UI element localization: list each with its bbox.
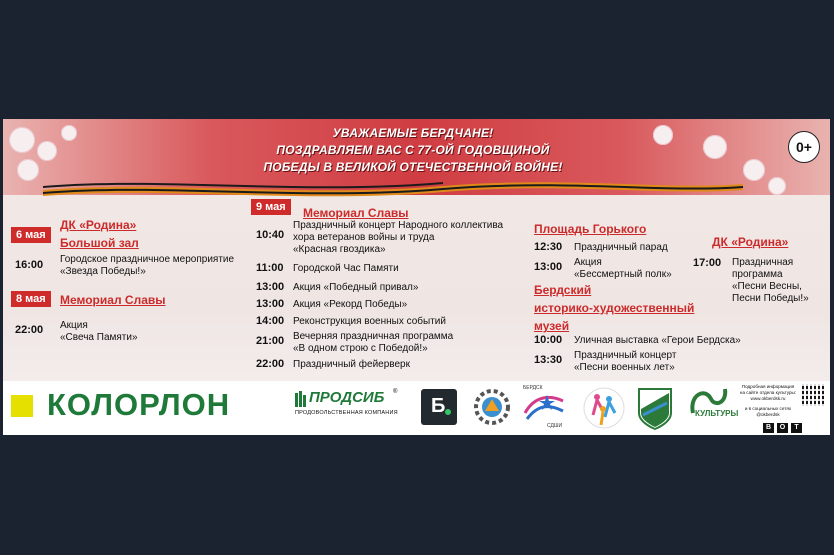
age-rating-badge: 0+ bbox=[788, 131, 820, 163]
event-desc-line: Городское праздничное мероприятие bbox=[60, 254, 235, 265]
kultura-logo bbox=[687, 385, 739, 431]
event-desc-line: «Песни Весны, bbox=[732, 281, 802, 292]
blossom-right-3 bbox=[743, 159, 765, 181]
event-desc-line: Праздничный концерт Народного коллектива bbox=[293, 220, 504, 231]
event-time: 12:30 bbox=[534, 241, 563, 253]
event-desc-line: Праздничная bbox=[732, 257, 794, 268]
event-desc-line: «Звезда Победы!» bbox=[60, 266, 146, 277]
blossom-left-1 bbox=[9, 127, 35, 153]
event-desc-line: Песни Победы!» bbox=[732, 293, 809, 304]
prodsib-subtitle: ПРОДОВОЛЬСТВЕННАЯ КОМПАНИЯ bbox=[295, 410, 398, 416]
dancing-figures-logo-icon bbox=[581, 385, 627, 431]
event-desc bbox=[574, 257, 672, 281]
info-text bbox=[737, 384, 799, 418]
b-logo bbox=[421, 389, 457, 425]
blossom-left-4 bbox=[61, 125, 77, 141]
event-desc: Городской Час Памяти bbox=[293, 263, 399, 274]
prodsib-reg-mark: ® bbox=[393, 389, 398, 395]
greeting-line-1: УВАЖАЕМЫЕ БЕРДЧАНЕ! bbox=[332, 126, 494, 140]
prodsib-mark-icon bbox=[295, 391, 307, 407]
venue-museum-line3: музей bbox=[534, 319, 570, 333]
blossom-right-4 bbox=[768, 177, 786, 195]
event-desc-line: программа bbox=[732, 269, 783, 280]
kolorlon-logo: КОЛОРЛОН bbox=[47, 387, 231, 422]
event-desc-line: «Песни военных лет» bbox=[574, 362, 675, 373]
event-desc-line: Акция bbox=[60, 320, 88, 331]
date-badge-may8: 8 мая bbox=[11, 291, 51, 307]
venue-dk-rodina-line2: Большой зал bbox=[60, 236, 139, 250]
event-time: 17:00 bbox=[693, 257, 722, 269]
event-desc bbox=[60, 320, 138, 344]
event-time: 22:00 bbox=[256, 358, 285, 370]
event-desc bbox=[732, 257, 809, 305]
event-time: 11:00 bbox=[256, 262, 284, 274]
event-desc-line: «Бессмертный полк» bbox=[574, 269, 672, 280]
prodsib-name: ПРОДСИБ bbox=[309, 389, 385, 406]
blossom-right-1 bbox=[653, 125, 673, 145]
venue-museum-line1: Бердский bbox=[534, 283, 592, 297]
odnoklassniki-icon[interactable]: О bbox=[777, 423, 788, 433]
kolorlon-square-logo bbox=[11, 395, 33, 417]
berdsk-sdshi-logo bbox=[521, 385, 567, 431]
event-desc bbox=[293, 220, 503, 256]
event-time: 10:40 bbox=[256, 229, 285, 241]
info-line: и в социальных сетях @okberdsk bbox=[744, 406, 792, 417]
event-time: 14:00 bbox=[256, 315, 285, 327]
event-desc-line: Акция bbox=[574, 257, 602, 268]
event-time: 22:00 bbox=[15, 324, 44, 336]
event-desc bbox=[574, 350, 676, 374]
event-desc bbox=[293, 331, 453, 355]
event-time: 13:00 bbox=[256, 298, 285, 310]
poster-banner bbox=[3, 119, 830, 435]
event-desc-line: Вечерняя праздничная программа bbox=[293, 331, 454, 342]
event-desc: Акция «Рекорд Победы» bbox=[293, 299, 408, 310]
event-desc: Праздничный парад bbox=[574, 242, 668, 253]
venue-dk-rodina-line1: ДК «Родина» bbox=[60, 218, 137, 232]
gear-emblem-icon bbox=[473, 387, 511, 427]
star-swoosh-icon bbox=[521, 391, 567, 425]
date-badge-may6: 6 мая bbox=[11, 227, 51, 243]
event-desc-line: хора ветеранов войны и труда bbox=[293, 232, 435, 243]
sponsors-footer bbox=[3, 381, 830, 435]
kultura-label: КУЛЬТУРЫ bbox=[695, 409, 739, 418]
event-desc: Реконструкция военных событий bbox=[293, 316, 446, 327]
greeting-text bbox=[233, 125, 593, 176]
vk-icon[interactable]: В bbox=[763, 423, 774, 433]
info-url-link[interactable]: www.okberdsk.ru bbox=[750, 396, 786, 401]
berdsk-coat-of-arms-icon bbox=[635, 385, 675, 431]
telegram-icon[interactable]: Т bbox=[791, 423, 802, 433]
venue-gorky-square: Площадь Горького bbox=[534, 222, 647, 236]
venue-memorial-may8: Мемориал Славы bbox=[60, 293, 166, 307]
event-time: 10:00 bbox=[534, 334, 563, 346]
blossom-left-3 bbox=[17, 159, 39, 181]
blossom-left-2 bbox=[37, 141, 57, 161]
event-desc: Праздничный фейерверк bbox=[293, 359, 410, 370]
venue-dk-rodina-col4: ДК «Родина» bbox=[712, 235, 789, 249]
event-desc: Акция «Победный привал» bbox=[293, 282, 419, 293]
greeting-line-3: ПОБЕДЫ В ВЕЛИКОЙ ОТЕЧЕСТВЕННОЙ ВОЙНЕ! bbox=[263, 160, 563, 174]
qr-code-icon[interactable] bbox=[802, 384, 824, 406]
venue-museum-line2: историко-художественный bbox=[534, 301, 695, 315]
date-badge-may9: 9 мая bbox=[251, 199, 291, 215]
event-time: 13:00 bbox=[534, 261, 563, 273]
b-logo-dot-icon bbox=[445, 409, 451, 415]
event-desc-line: «В одном строю с Победой!» bbox=[293, 343, 428, 354]
event-time: 16:00 bbox=[15, 259, 44, 271]
event-time: 21:00 bbox=[256, 335, 285, 347]
event-time: 13:00 bbox=[256, 281, 285, 293]
sdshi-label: СДШИ bbox=[547, 423, 563, 429]
event-desc-line: Праздничный концерт bbox=[574, 350, 677, 361]
berdsk-label: БЕРДСК bbox=[523, 385, 543, 391]
blossom-right-2 bbox=[703, 135, 727, 159]
info-line: Подробная информация bbox=[741, 384, 795, 389]
event-time: 13:30 bbox=[534, 354, 563, 366]
event-desc bbox=[60, 254, 234, 278]
greeting-line-2: ПОЗДРАВЛЯЕМ ВАС С 77-ОЙ ГОДОВЩИНОЙ bbox=[276, 143, 550, 157]
event-desc-line: «Красная гвоздика» bbox=[293, 244, 386, 255]
event-desc: Уличная выставка «Герои Бердска» bbox=[574, 335, 741, 346]
venue-memorial-may9: Мемориал Славы bbox=[303, 206, 409, 220]
b-logo-letter: Б bbox=[431, 395, 446, 417]
event-desc-line: «Свеча Памяти» bbox=[60, 332, 138, 343]
st-george-ribbon bbox=[43, 176, 743, 198]
info-line: на сайте отдела культуры: bbox=[739, 390, 797, 395]
